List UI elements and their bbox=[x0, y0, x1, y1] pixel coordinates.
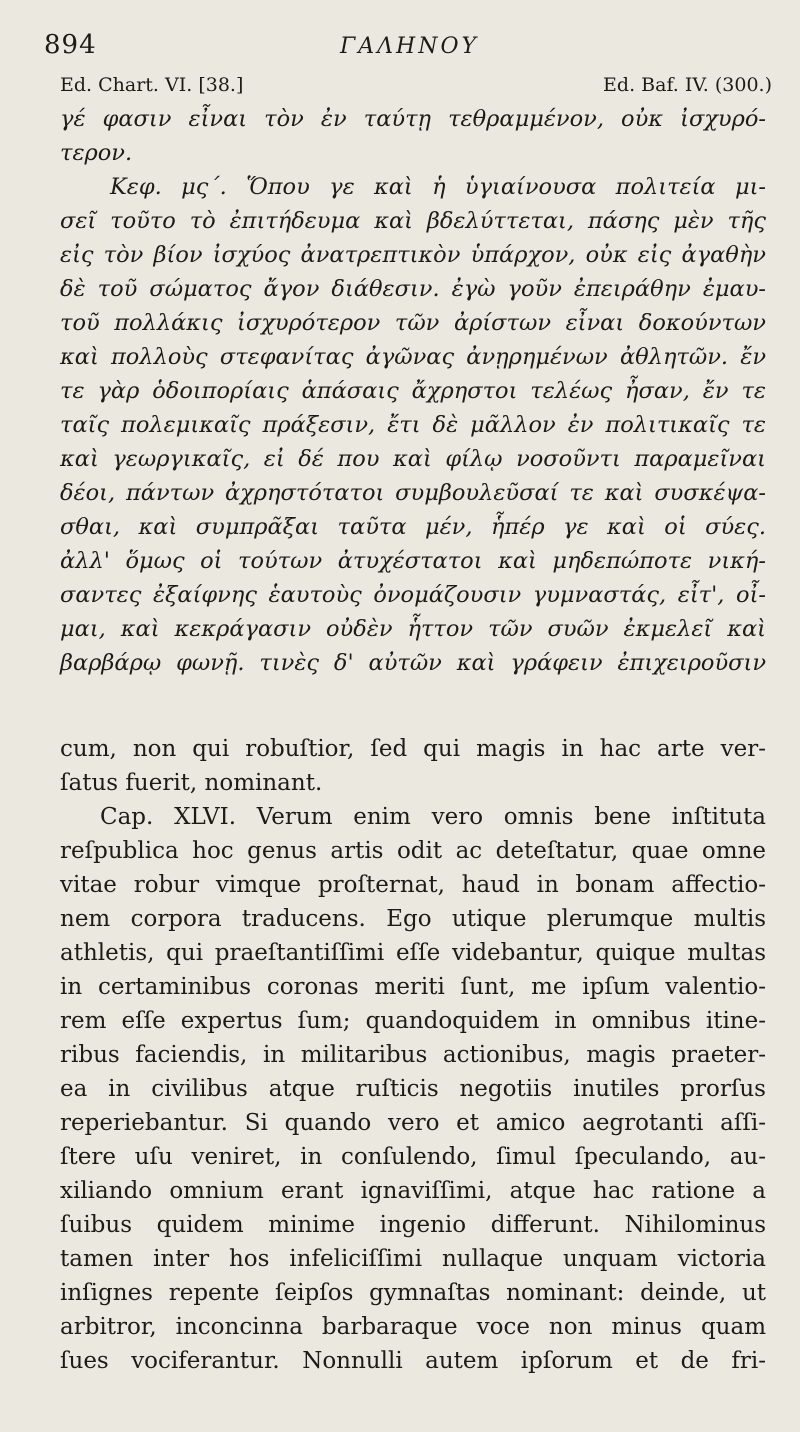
greek-line: ἀλλ' ὅμως οἱ τούτων ἀτυχέστατοι καὶ μηδεπώποτε νική- bbox=[60, 548, 766, 574]
latin-chapter-heading-line: Cap. XLVI. Verum enim vero omnis bene inſtituta bbox=[100, 804, 766, 830]
latin-line: in certaminibus coronas meriti ſunt, me ipſum valentio- bbox=[60, 974, 766, 1000]
greek-line: τερον. bbox=[60, 140, 133, 166]
greek-line: καὶ γεωργικαῖς, εἰ δέ που καὶ φίλῳ νοσοῦντι παραμεῖναι bbox=[60, 446, 766, 472]
greek-line: σαντες ἐξαίφνης ἑαυτοὺς ὀνομάζουσιν γυμναστάς, εἶτ', οἶ- bbox=[60, 582, 766, 608]
latin-line: cum, non qui robuſtior, ſed qui magis in hac arte ver- bbox=[60, 736, 766, 762]
greek-line: καὶ πολλοὺς στεφανίτας ἀγῶνας ἀνῃρημένων ἀθλητῶν. ἔν bbox=[60, 344, 766, 370]
greek-line: ταῖς πολεμικαῖς πράξεσιν, ἔτι δὲ μᾶλλον ἐν πολιτικαῖς τε bbox=[60, 412, 766, 438]
greek-line: γέ φασιν εἶναι τὸν ἐν ταύτῃ τεθραμμένον, οὐκ ἰσχυρό- bbox=[60, 106, 766, 132]
latin-line: nem corpora traducens. Ego utique plerumque multis bbox=[60, 906, 766, 932]
latin-line: ſtere uſu veniret, in conſulendo, ſimul ſpeculando, au- bbox=[60, 1144, 766, 1170]
greek-chapter-heading-line: Κεφ. μς΄. Ὅπου γε καὶ ἡ ὑγιαίνουσα πολιτεία μι- bbox=[110, 174, 766, 200]
latin-line: reperiebantur. Si quando vero et amico aegrotanti aſſi- bbox=[60, 1110, 766, 1136]
column-separator bbox=[60, 708, 766, 709]
latin-line: ea in civilibus atque ruſticis negotiis inutiles prorſus bbox=[60, 1076, 766, 1102]
latin-line: xiliando omnium erant ignaviſſimi, atque hac ratione a bbox=[60, 1178, 766, 1204]
latin-line: athletis, qui praeſtantiſſimi eſſe videbantur, quique multas bbox=[60, 940, 766, 966]
running-head: ΓΑΛΗΝΟΥ bbox=[340, 34, 480, 59]
greek-line: εἰς τὸν βίον ἰσχύος ἀνατρεπτικὸν ὑπάρχον, οὐκ εἰς ἀγαθὴν bbox=[60, 242, 766, 268]
greek-line: βαρβάρῳ φωνῇ. τινὲς δ' αὐτῶν καὶ γράφειν ἐπιχειροῦσιν bbox=[60, 650, 766, 676]
greek-line: σεῖ τοῦτο τὸ ἐπιτήδευμα καὶ βδελύττεται, πάσης μὲν τῆς bbox=[60, 208, 766, 234]
greek-line: τε γὰρ ὁδοιπορίαις ἁπάσαις ἄχρηστοι τελέως ἦσαν, ἔν τε bbox=[60, 378, 766, 404]
greek-line: τοῦ πολλάκις ἰσχυρότερον τῶν ἀρίστων εἶναι δοκούντων bbox=[60, 310, 766, 336]
latin-line: ribus faciendis, in militaribus actionibus, magis praeter- bbox=[60, 1042, 766, 1068]
greek-line: μαι, καὶ κεκράγασιν οὐδὲν ἧττον τῶν συῶν ἐκμελεῖ καὶ bbox=[60, 616, 766, 642]
latin-line: ſatus fuerit, nominant. bbox=[60, 770, 323, 796]
latin-line: inſignes repente ſeipſos gymnaſtas nominant: deinde, ut bbox=[60, 1280, 766, 1306]
edition-reference-right: Ed. Baf. IV. (300.) bbox=[603, 74, 772, 96]
latin-line: tamen inter hos infeliciſſimi nullaque unquam victoria bbox=[60, 1246, 766, 1272]
latin-line: arbitror, inconcinna barbaraque voce non minus quam bbox=[60, 1314, 766, 1340]
greek-line: δέοι, πάντων ἀχρηστότατοι συμβουλεῦσαί τε καὶ συσκέψα- bbox=[60, 480, 766, 506]
latin-line: rem eſſe expertus ſum; quandoquidem in omnibus itine- bbox=[60, 1008, 766, 1034]
greek-line: σθαι, καὶ συμπρᾶξαι ταῦτα μέν, ἧπέρ γε καὶ οἱ σύες. bbox=[60, 514, 766, 540]
latin-line: ſuibus quidem minime ingenio differunt. Nihilominus bbox=[60, 1212, 766, 1238]
page-number: 894 bbox=[44, 30, 97, 60]
latin-line: reſpublica hoc genus artis odit ac deteſtatur, quae omne bbox=[60, 838, 766, 864]
latin-line: vitae robur vimque proſternat, haud in bonam affectio- bbox=[60, 872, 766, 898]
latin-line: ſues vociferantur. Nonnulli autem ipſorum et de fri- bbox=[60, 1348, 766, 1374]
edition-reference-left: Ed. Chart. VI. [38.] bbox=[60, 74, 244, 96]
greek-line: δὲ τοῦ σώματος ἄγον διάθεσιν. ἐγὼ γοῦν ἐπειράθην ἐμαυ- bbox=[60, 276, 766, 302]
